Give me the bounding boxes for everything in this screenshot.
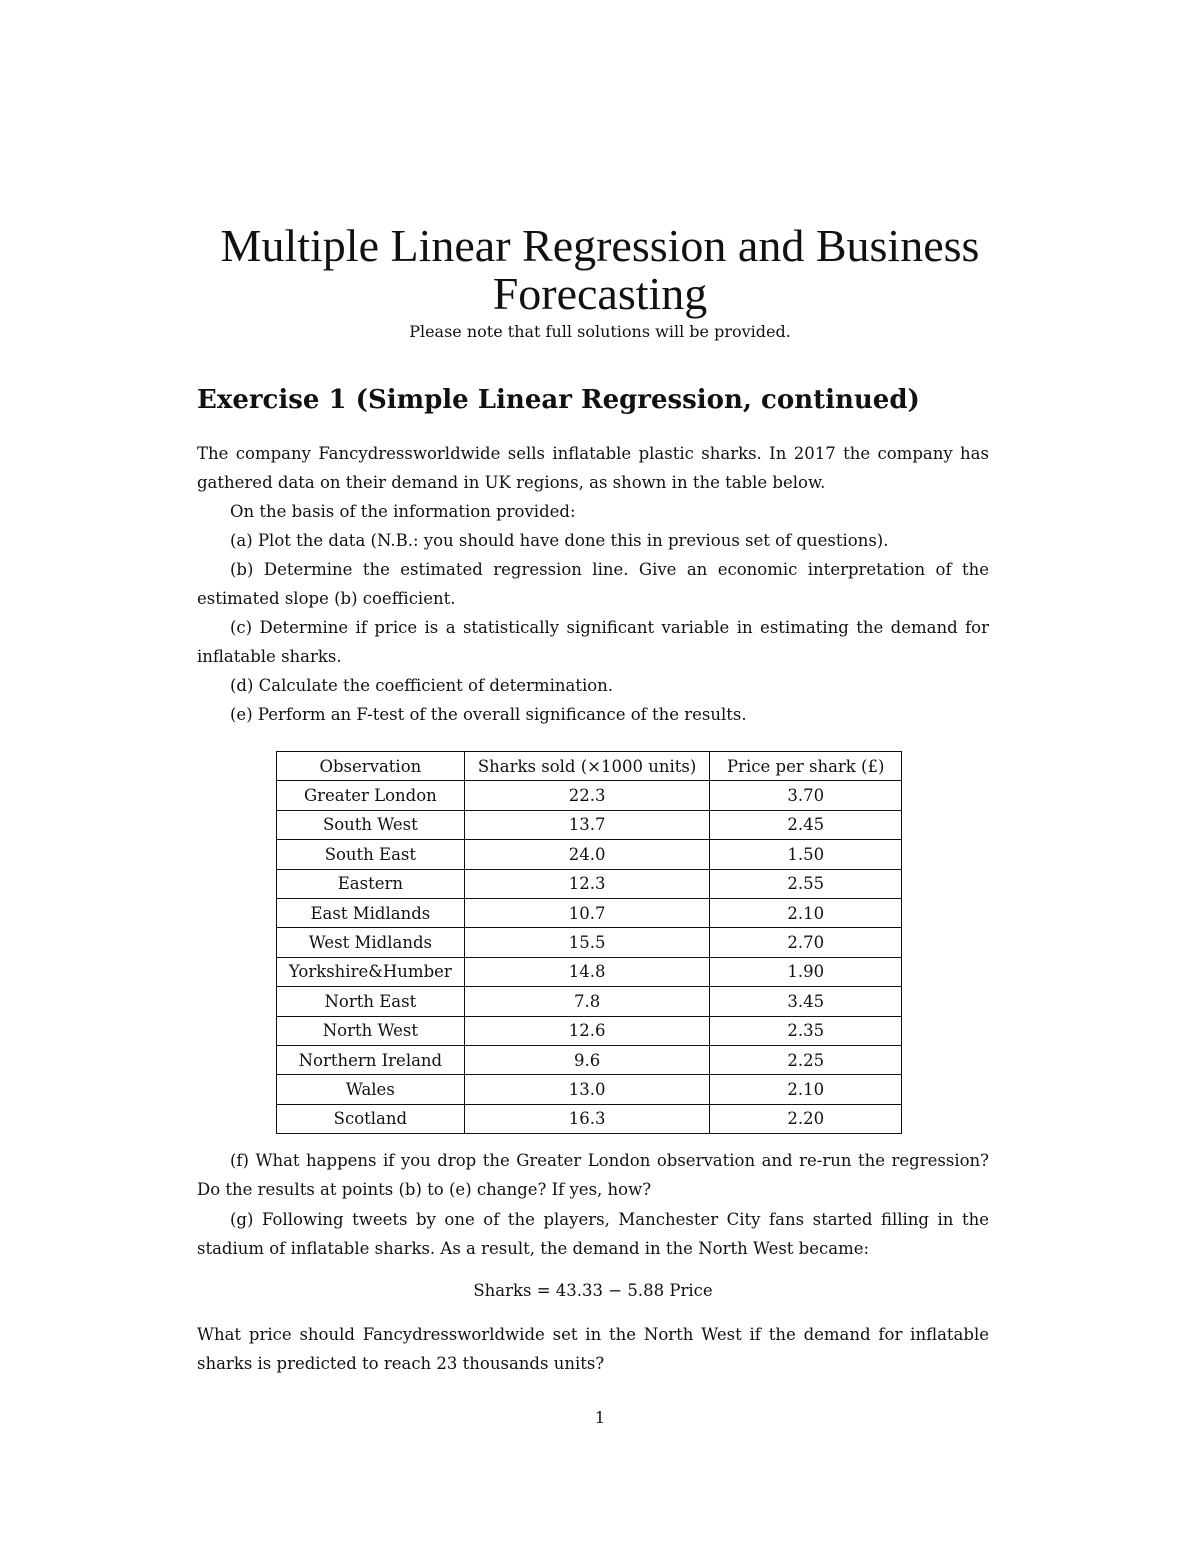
cell-sharks-sold: 16.3 xyxy=(464,1104,710,1133)
cell-price: 2.25 xyxy=(710,1045,902,1074)
exercise-basis: On the basis of the information provided: xyxy=(230,502,576,521)
table-row xyxy=(277,869,902,898)
question-b: (b) Determine the estimated regression line. Give an economic interpretation of the estimated slope (b) coefficient. xyxy=(197,560,989,608)
cell-sharks-sold: 14.8 xyxy=(464,957,710,986)
question-c: (c) Determine if price is a statistically significant variable in estimating the demand for inflatable sharks. xyxy=(197,618,989,666)
cell-sharks-sold: 13.0 xyxy=(464,1075,710,1104)
question-g: (g) Following tweets by one of the players, Manchester City fans started filling in the stadium of inflatable sharks. As a result, the demand in the North West became: xyxy=(197,1210,989,1258)
cell-sharks-sold: 10.7 xyxy=(464,898,710,927)
table-row xyxy=(277,898,902,927)
table-row xyxy=(277,1075,902,1104)
cell-sharks-sold: 9.6 xyxy=(464,1045,710,1074)
table-row xyxy=(277,1016,902,1045)
table-row xyxy=(277,781,902,810)
document-title: Multiple Linear Regression and Business Forecasting xyxy=(220,220,980,319)
cell-region: Northern Ireland xyxy=(277,1045,465,1074)
column-header-observation: Observation xyxy=(277,752,465,781)
cell-region: North West xyxy=(277,1016,465,1045)
question-a: (a) Plot the data (N.B.: you should have done this in previous set of questions). xyxy=(230,531,889,550)
cell-sharks-sold: 15.5 xyxy=(464,928,710,957)
regional-demand-table xyxy=(276,751,902,1134)
cell-price: 3.45 xyxy=(710,987,902,1016)
cell-price: 2.35 xyxy=(710,1016,902,1045)
column-header-sharks-sold: Sharks sold (×1000 units) xyxy=(464,752,710,781)
table-row xyxy=(277,810,902,839)
cell-region: South West xyxy=(277,810,465,839)
cell-price: 2.10 xyxy=(710,1075,902,1104)
cell-sharks-sold: 12.3 xyxy=(464,869,710,898)
table-row xyxy=(277,840,902,869)
cell-price: 2.45 xyxy=(710,810,902,839)
cell-region: Scotland xyxy=(277,1104,465,1133)
cell-region: West Midlands xyxy=(277,928,465,957)
table-row xyxy=(277,957,902,986)
cell-region: Greater London xyxy=(277,781,465,810)
demand-equation: Sharks = 43.33 − 5.88 Price xyxy=(473,1281,713,1300)
cell-sharks-sold: 12.6 xyxy=(464,1016,710,1045)
exercise-intro: The company Fancydressworldwide sells inflatable plastic sharks. In 2017 the company has gathered data on their demand in UK regions, as shown in the table below. xyxy=(197,444,989,492)
cell-sharks-sold: 24.0 xyxy=(464,840,710,869)
document-subtitle: Please note that full solutions will be provided. xyxy=(409,322,791,341)
cell-sharks-sold: 13.7 xyxy=(464,810,710,839)
table-row xyxy=(277,1045,902,1074)
cell-sharks-sold: 7.8 xyxy=(464,987,710,1016)
table-row xyxy=(277,987,902,1016)
table-header-row xyxy=(277,752,902,781)
cell-price: 3.70 xyxy=(710,781,902,810)
cell-region: Wales xyxy=(277,1075,465,1104)
cell-region: North East xyxy=(277,987,465,1016)
closing-question: What price should Fancydressworldwide set in the North West if the demand for inflatable sharks is predicted to reach 23 thousands units? xyxy=(197,1325,989,1373)
cell-price: 2.10 xyxy=(710,898,902,927)
question-d: (d) Calculate the coefficient of determination. xyxy=(230,676,614,695)
question-f: (f) What happens if you drop the Greater London observation and re-run the regression? Do the results at points (b) to (e) change? If yes, how? xyxy=(197,1151,989,1199)
cell-region: Eastern xyxy=(277,869,465,898)
cell-sharks-sold: 22.3 xyxy=(464,781,710,810)
exercise-heading: Exercise 1 (Simple Linear Regression, continued) xyxy=(197,385,920,415)
cell-price: 1.50 xyxy=(710,840,902,869)
table-row xyxy=(277,928,902,957)
cell-price: 2.70 xyxy=(710,928,902,957)
column-header-price: Price per shark (£) xyxy=(710,752,902,781)
cell-price: 2.55 xyxy=(710,869,902,898)
cell-region: Yorkshire&Humber xyxy=(277,957,465,986)
cell-region: East Midlands xyxy=(277,898,465,927)
question-e: (e) Perform an F-test of the overall significance of the results. xyxy=(230,705,747,724)
cell-price: 2.20 xyxy=(710,1104,902,1133)
cell-region: South East xyxy=(277,840,465,869)
page-number: 1 xyxy=(594,1408,606,1427)
cell-price: 1.90 xyxy=(710,957,902,986)
table-row xyxy=(277,1104,902,1133)
